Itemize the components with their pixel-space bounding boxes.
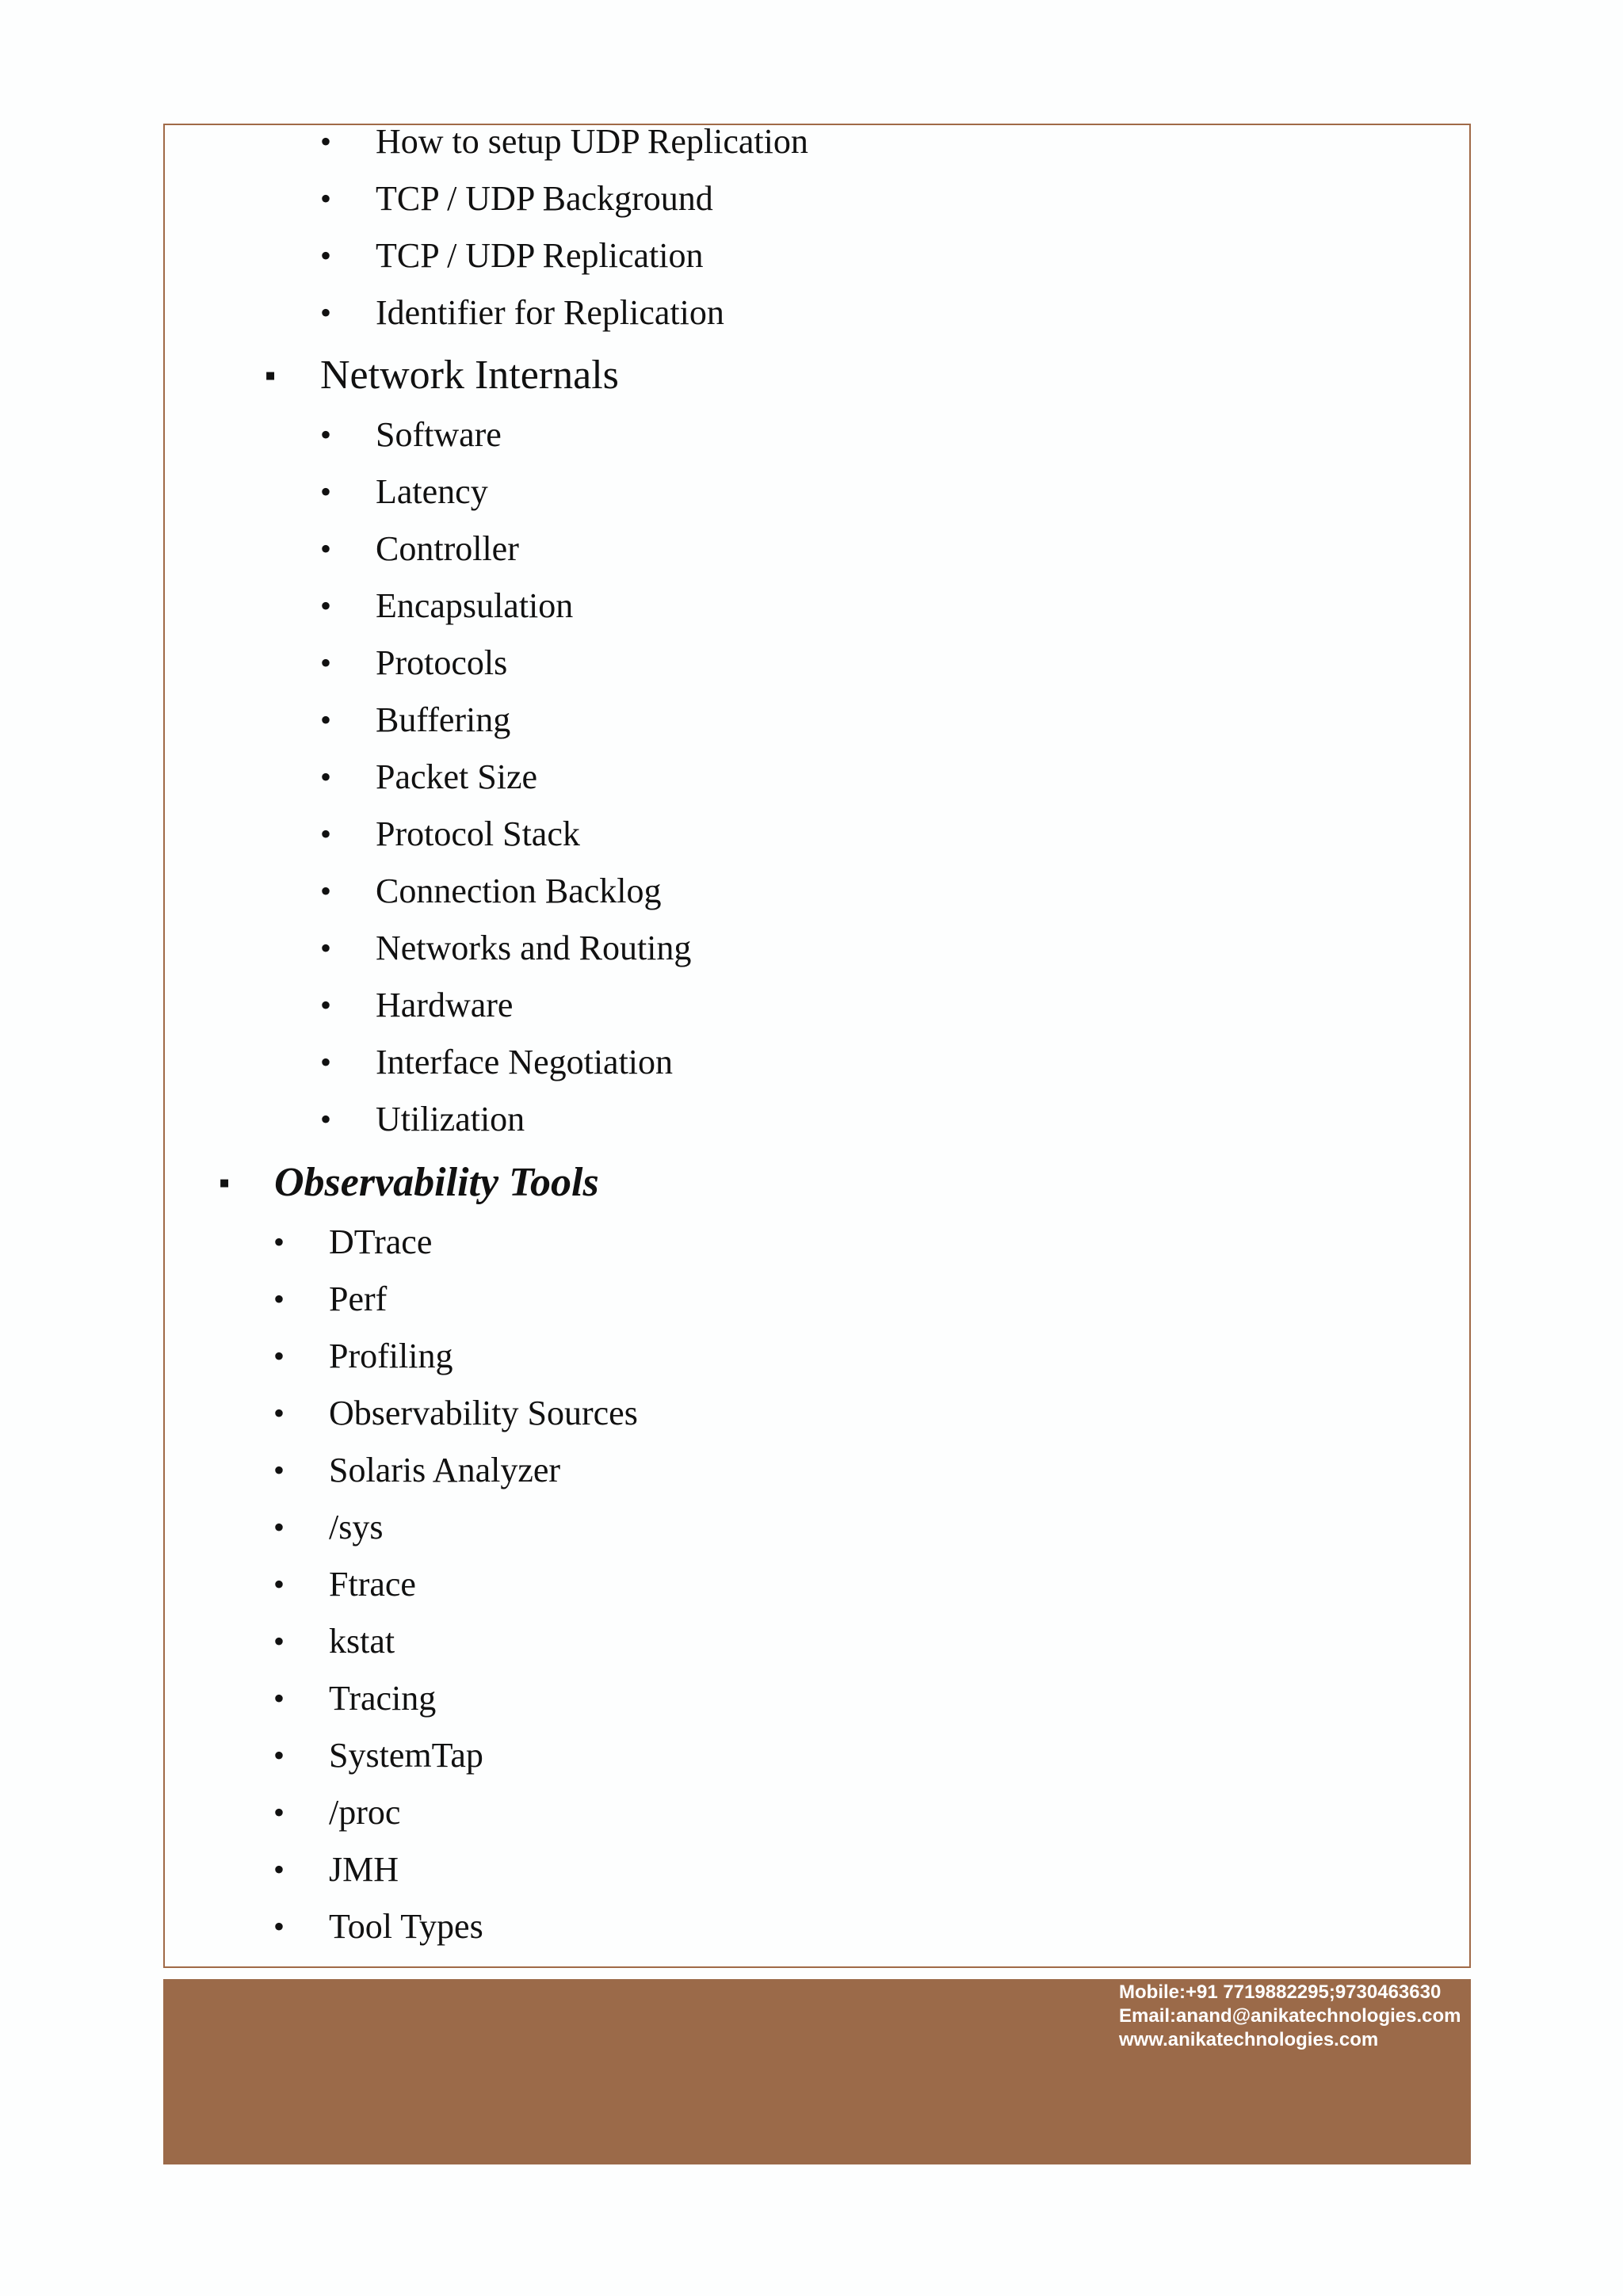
list-item-label: Tracing xyxy=(329,1679,437,1718)
bullet-icon: • xyxy=(273,1338,285,1374)
square-bullet-icon: ▪ xyxy=(219,1165,231,1200)
list-item-label: Software xyxy=(376,415,502,454)
bullet-icon: • xyxy=(273,1281,285,1317)
list-item-label: JMH xyxy=(329,1850,399,1889)
list-item-label: TCP / UDP Replication xyxy=(376,236,704,275)
bullet-icon: • xyxy=(320,588,332,624)
list-item-label: Protocol Stack xyxy=(376,814,580,853)
square-bullet-icon: ▪ xyxy=(265,357,277,393)
list-item-label: Observability Sources xyxy=(329,1394,638,1432)
list-item-label: Networks and Routing xyxy=(376,929,692,967)
list-item-label: Hardware xyxy=(376,986,514,1024)
list-item-label: Latency xyxy=(376,472,488,511)
footer-contact xyxy=(1119,1981,1461,2052)
bullet-icon: • xyxy=(273,1224,285,1260)
list-item-label: Packet Size xyxy=(376,757,538,796)
list-item-label: Connection Backlog xyxy=(376,871,662,910)
bullet-icon: • xyxy=(320,1044,332,1080)
footer-email[interactable]: Email:anand@anikatechnologies.com xyxy=(1119,2005,1461,2027)
bullet-icon: • xyxy=(273,1566,285,1602)
list-item-label: TCP / UDP Background xyxy=(376,179,713,218)
bullet-icon: • xyxy=(320,873,332,909)
bullet-icon: • xyxy=(320,238,332,273)
bullet-icon: • xyxy=(273,1852,285,1887)
list-item-label: DTrace xyxy=(329,1222,433,1261)
footer-website[interactable]: www.anikatechnologies.com xyxy=(1119,2029,1379,2050)
list-item-label: Perf xyxy=(329,1280,388,1318)
list-item-label: Utilization xyxy=(376,1100,525,1138)
bullet-icon: • xyxy=(320,417,332,452)
bullet-icon: • xyxy=(320,759,332,795)
bullet-icon: • xyxy=(273,1395,285,1431)
section-title: Observability Tools xyxy=(274,1160,599,1205)
list-item-label: Solaris Analyzer xyxy=(329,1451,561,1489)
list-item-label: Tool Types xyxy=(329,1907,483,1946)
section-title: Network Internals xyxy=(320,353,619,398)
bullet-icon: • xyxy=(273,1623,285,1659)
footer-mobile: Mobile:+91 7719882295;9730463630 xyxy=(1119,1981,1442,2003)
bullet-icon: • xyxy=(273,1509,285,1545)
bullet-icon: • xyxy=(320,645,332,681)
list-item-label: Protocols xyxy=(376,643,508,682)
list-item-label: /proc xyxy=(329,1793,401,1832)
bullet-icon: • xyxy=(273,1737,285,1773)
bullet-icon: • xyxy=(320,987,332,1023)
list-item-label: Profiling xyxy=(329,1337,453,1375)
bullet-icon: • xyxy=(320,124,332,159)
bullet-icon: • xyxy=(273,1680,285,1716)
bullet-icon: • xyxy=(320,930,332,966)
list-item-label: /sys xyxy=(329,1508,384,1547)
bullet-icon: • xyxy=(320,1101,332,1137)
list-item-label: Interface Negotiation xyxy=(376,1043,674,1081)
bullet-icon: • xyxy=(320,181,332,216)
list-item-label: Buffering xyxy=(376,700,511,739)
list-item-label: Ftrace xyxy=(329,1565,416,1604)
list-item-label: kstat xyxy=(329,1622,395,1661)
list-item-label: How to setup UDP Replication xyxy=(376,122,808,161)
bullet-icon: • xyxy=(273,1909,285,1944)
bullet-icon: • xyxy=(320,702,332,738)
bullet-icon: • xyxy=(320,295,332,330)
list-item-label: Controller xyxy=(376,529,519,568)
list-item-label: Identifier for Replication xyxy=(376,293,724,332)
bullet-icon: • xyxy=(320,816,332,852)
bullet-icon: • xyxy=(320,474,332,509)
bullet-icon: • xyxy=(273,1794,285,1830)
list-item-label: Encapsulation xyxy=(376,586,574,625)
bullet-icon: • xyxy=(320,531,332,566)
bullet-icon: • xyxy=(273,1452,285,1488)
list-item-label: SystemTap xyxy=(329,1736,483,1775)
